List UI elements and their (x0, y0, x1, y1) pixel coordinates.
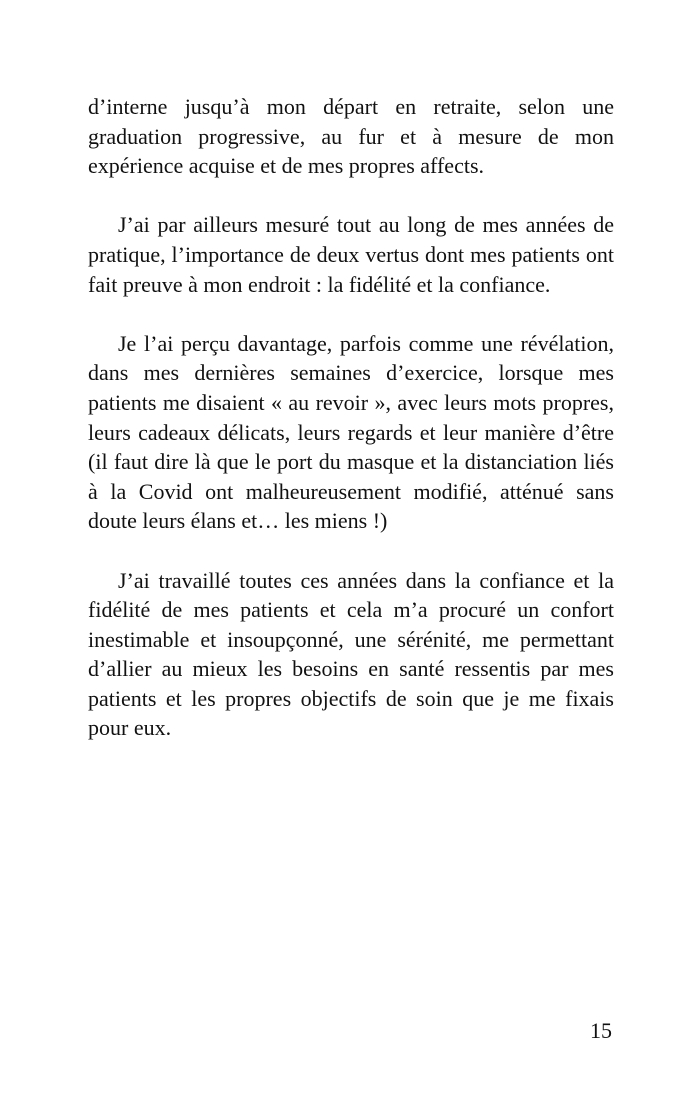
paragraph-virtues: J’ai par ailleurs mesuré tout au long de mes années de pratique, l’importance de deux vertus dont mes patients ont fait preuve à mon endroit : la fidélité et la confiance. (88, 212, 614, 297)
body-text (88, 92, 614, 743)
paragraph-continuation: d’interne jusqu’à mon départ en retraite, selon une graduation progressive, au fur et à mesure de mon expérience acquise et de mes propres affects. (88, 94, 614, 179)
paragraph-trust: J’ai travaillé toutes ces années dans la confiance et la fidélité de mes patients et cela m’a procuré un confort inestimable et insoupçonné, une sérénité, me permettant d’allier au mieux les besoins en santé ressentis par mes patients et les propres objectifs de soin que je me fixais pour eux. (88, 567, 614, 741)
paragraph-farewell: Je l’ai perçu davantage, parfois comme une révélation, dans mes dernières semaines d’exercice, lorsque mes patients me disaient « au revoir », avec leurs mots propres, leurs cadeaux délicats, leurs regards et leur manière d’être (il faut dire là que le port du masque et la distanciation liés à la Covid ont malheureusement modifié, atténué sans doute leurs élans et… les miens !) (88, 330, 614, 534)
page-number: 15 (590, 1018, 612, 1043)
